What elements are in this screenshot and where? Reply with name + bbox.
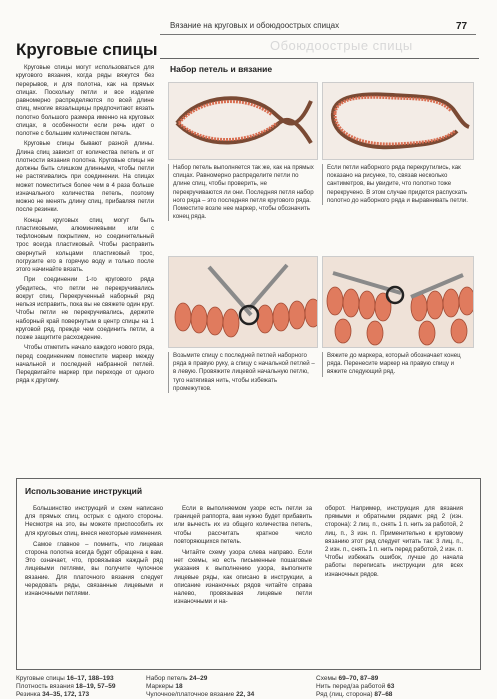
paragraph: При соединении 1-го кругового ряда убедитесь, что петли не перекручивались вокруг спиц. Перекрученный наборный ряд нельзя исправить, пока вы не свяжете один круг. Чтобы петли не перекручивались, держите наборный край повернутым в центр спицы на 1 круговой ряд, прежде чем соединить петли, а позже защитите расхождение. xyxy=(16,276,154,341)
instructions-column-3 xyxy=(325,505,463,582)
instructions-title: Использование инструкций xyxy=(25,486,143,496)
figure-cast-on-twisted xyxy=(322,82,474,160)
caption-3: Возьмите спицу с последней петлей наборного ряда в правую руку, а спицу с начальной петлей – в левую. Провяжите лицевой начальную петлю, туго натягивая нить, чтобы избежать промежутков. xyxy=(168,352,315,393)
running-header: Вязание на круговых и обоюдоострых спицах xyxy=(170,21,340,30)
footer-refs-2 xyxy=(146,675,296,699)
paragraph: Самое главное – помнить, что лицевая сторона полотна всегда будет обращена к вам. Это означает, что, провязывая каждый ряд лицевыми петлями, вы получите чулочное вязание. Для платочного вязания следует чередовать ряды, связанные лицевыми и изнаночными петлями. xyxy=(25,540,163,598)
instructions-column-2 xyxy=(174,505,312,609)
footer-ref: Круговые спицы 16–17, 188–193 xyxy=(16,675,114,682)
paragraph: Большинство инструкций и схем написано для прямых спиц, острых с одного стороны. Несмотря на это, вы можете приспособить их для круговых спиц, внеся некоторые изменения. xyxy=(25,505,163,537)
instructions-column-1 xyxy=(25,505,163,601)
page-title: Круговые спицы xyxy=(16,40,158,59)
paragraph: Концы круговых спиц могут быть пластиковыми, алюминиевыми или с тефлоновым покрытием, но соединительный трос всегда пластиковый. Чтобы расправить свернутый кольцами пластиковый трос, погрузите его в горячую воду и только после этого начинайте вязать. xyxy=(16,216,154,273)
footer-ref: Набор петель 24–29 xyxy=(146,675,208,682)
footer-ref: Схемы 69–70, 87–89 xyxy=(316,675,379,682)
figure-cast-on-straight xyxy=(168,82,318,160)
paragraph: Круговые спицы бывают разной длины. Длина спиц зависит от количества петель и от плотности вязания полотна. Круговые спицы не должны быть слишком длинными, чтобы петли не растягивались при соединении. На спицах может поместиться более чем в 4 раза больше изначального количества петель, поэтому можно не менять длину спиц, прибавляя петли после резинки. xyxy=(16,140,154,214)
footer-refs-1 xyxy=(16,675,146,699)
footer-ref: Ряд (лиц. сторона) 87–68 xyxy=(316,691,393,698)
footer-ref: Нить перед/за работой 63 xyxy=(316,683,395,690)
figure-join-round xyxy=(168,256,318,348)
left-column xyxy=(16,64,154,388)
footer-refs-3 xyxy=(316,675,476,699)
caption-2: Если петли наборного ряда перекрутились, как показано на рисунке, то, связав несколько сантиметров, вы увидите, что полотно тоже перекручено. В этом случае придется распускать полотно до наборного ряда и выравнивать петли. xyxy=(322,164,473,205)
footer-ref: Маркеры 18 xyxy=(146,683,183,690)
paragraph: Читайте схему узора слева направо. Если нет схемы, но есть письменные пошаговые указания к выполнению узора, выполните лицевые ряды, как описано в инструкции, а описание изнаночных рядов читайте справа налево, провязывая лицевые петли изнаночными и на- xyxy=(174,549,312,606)
figure-knit-to-marker xyxy=(322,256,474,348)
caption-1: Набор петель выполняется так же, как на прямых спицах. Равномерно распределите петли по длине спиц, чтобы проверить, не перекручиваются ли они. Последняя петля набор ного ряда – это последняя петля кругового ряда. Поместите возле нее маркер, чтобы обозначить конец ряда. xyxy=(168,164,315,221)
paragraph: Если в выполняемом узоре есть петли за границей раппорта, вам нужно будет прибавить или вычесть их из общего количества петель, чтобы рассчитать кратное число повторяющихся петель. xyxy=(174,505,312,545)
footer-ref: Плотность вязания 18–19, 57–59 xyxy=(16,683,116,690)
paragraph: оборот. Например, инструкция для вязания прямыми и обратными рядами: ряд 2 (изн. сторона): 2 лиц. п., снять 1 п. нить за работой, 2 лиц. п., 3 изн. п. Применительно к круговому вязанию этот ряд следует читать так: 3 лиц. п., 2 изн. п., снять 1 п. нить перед работой, 2 изн. п. Чтобы избежать ошибок, лучше до начала работы переписать инструкции для всех изнаночных рядов. xyxy=(325,505,464,578)
header-rule xyxy=(160,34,476,35)
caption-4: Вяжите до маркера, который обозначает конец ряда. Перенесите маркер на правую спицу и вяжите следующий ряд. xyxy=(322,352,473,377)
footer-ref: Резинка 34–35, 172, 173 xyxy=(16,691,90,698)
paragraph: Круговые спицы могут использоваться для кругового вязания, когда ряды вяжутся без перерывов, и для полотна, как на прямых спицах. Поскольку петли и все изделие равномерно распределяются по всей длине спиц, многие вязальщицы предпочитают вязать полотно большого размера именно на круговых спицах, в особенности если речь идет о полотне с большим количеством петель. xyxy=(16,64,154,137)
page-number: 77 xyxy=(456,21,468,32)
panel-title: Набор петель и вязание xyxy=(170,64,273,74)
ghost-title: Обоюдоострые спицы xyxy=(270,38,413,53)
footer-ref: Чулочное/платочное вязание 22, 34 xyxy=(146,691,255,698)
paragraph: Чтобы отметить начало каждого нового ряда, перед соединением поместите маркер между начальной и последней набранной петлей. Передвигайте маркер при переходе от одного ряда к другому. xyxy=(16,344,154,385)
